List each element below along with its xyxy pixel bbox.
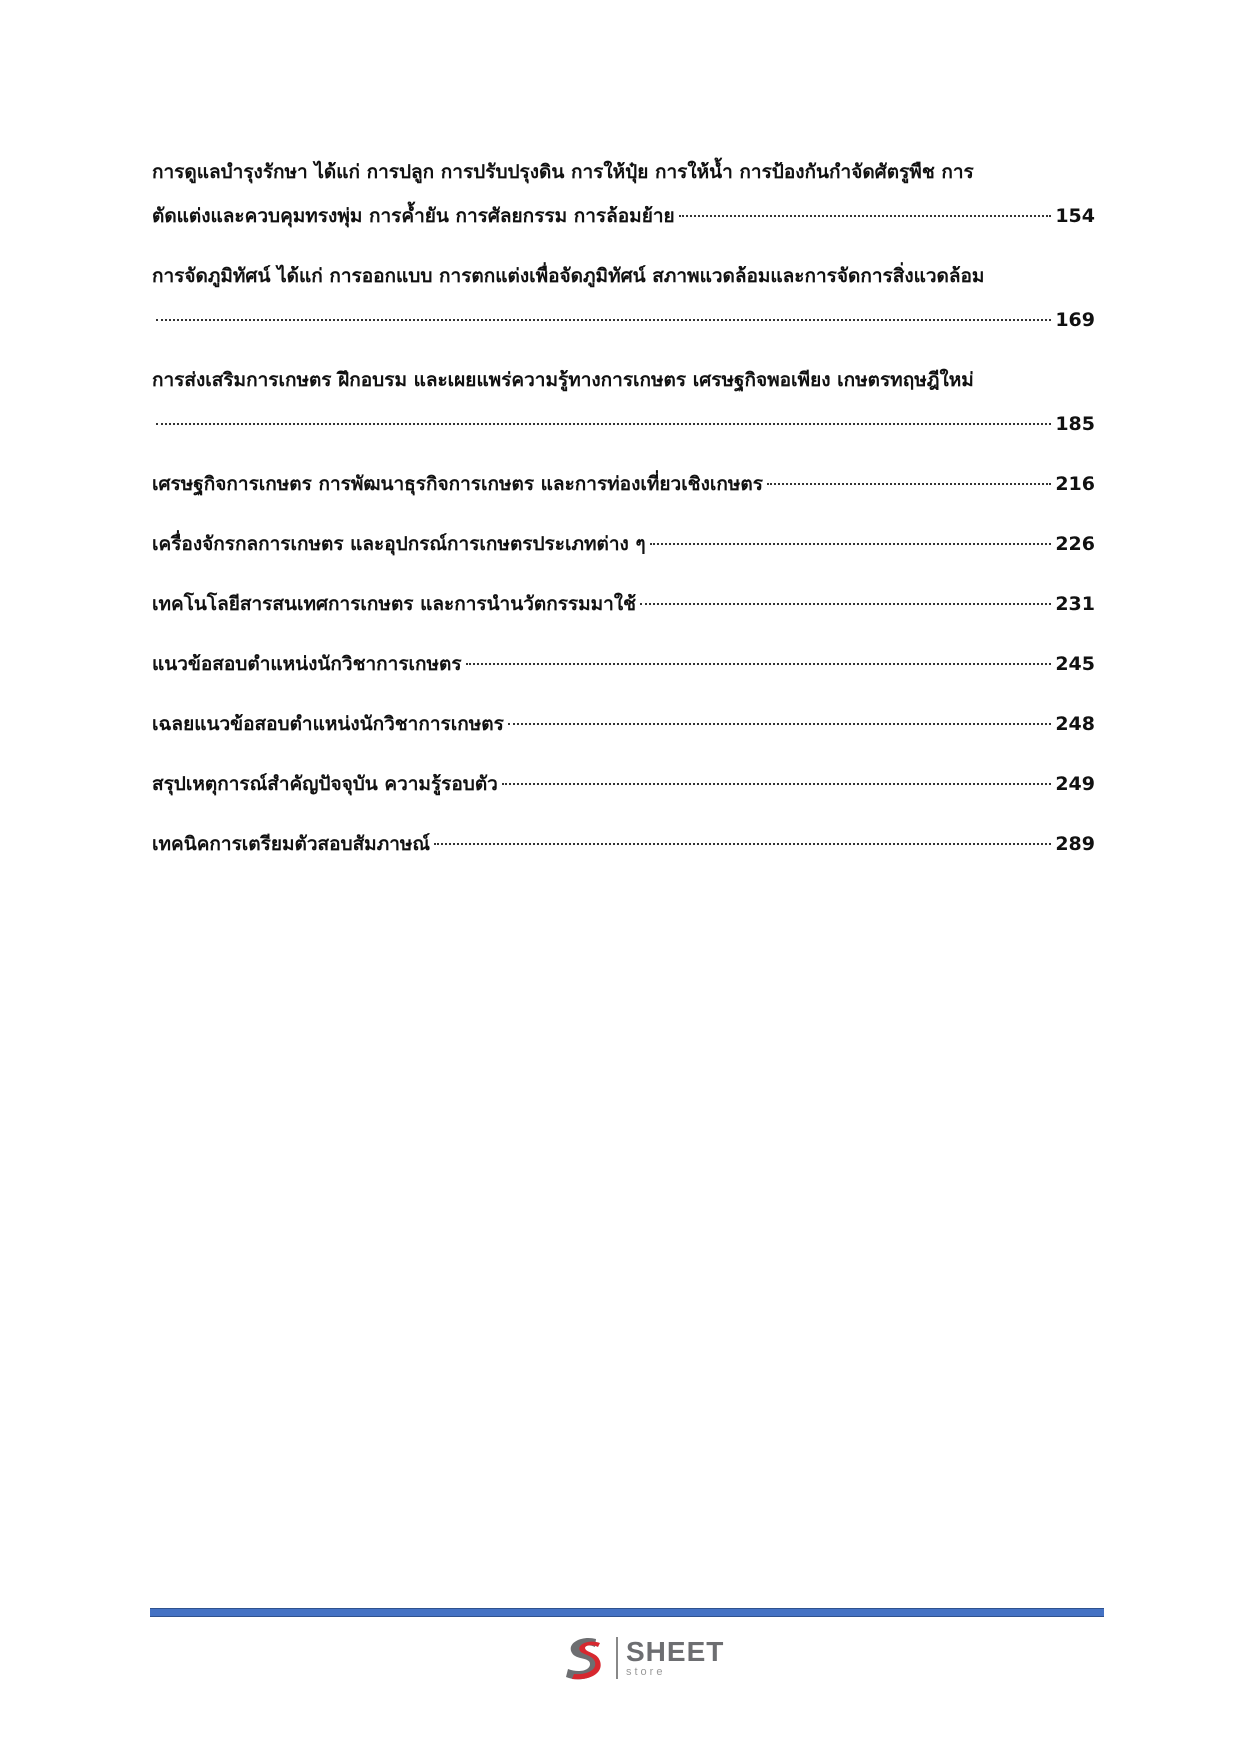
toc-entry-text: ตัดแต่งและควบคุมทรงพุ่ม การค้ำยัน การศัลยกรรม การล้อมย้าย <box>152 205 675 227</box>
toc-entry[interactable] <box>152 150 1095 238</box>
dot-leader <box>640 603 1051 605</box>
toc-page-number: 231 <box>1055 593 1095 615</box>
toc-page-number: 169 <box>1055 309 1095 331</box>
toc-entry[interactable] <box>152 822 1095 866</box>
toc-entry-text: การส่งเสริมการเกษตร ฝึกอบรม และเผยแพร่ความรู้ทางการเกษตร เศรษฐกิจพอเพียง เกษตรทฤษฎีใหม่ <box>152 369 974 391</box>
dot-leader <box>466 663 1052 665</box>
logo-sub: store <box>626 1666 666 1678</box>
dot-leader <box>650 543 1052 545</box>
toc-entry-text: แนวข้อสอบตำแหน่งนักวิชาการเกษตร <box>152 653 462 675</box>
toc-entry-text: เทคโนโลยีสารสนเทศการเกษตร และการนำนวัตกรรมมาใช้ <box>152 593 637 615</box>
toc-entry-text: การดูแลบำรุงรักษา ได้แก่ การปลูก การปรับปรุงดิน การให้ปุ๋ย การให้น้ำ การป้องกันกำจัดศัตรูพืช การ <box>152 161 974 183</box>
toc-entry-text: เศรษฐกิจการเกษตร การพัฒนาธุรกิจการเกษตร และการท่องเที่ยวเชิงเกษตร <box>152 473 763 495</box>
toc-page-number: 185 <box>1055 413 1095 435</box>
toc-entry[interactable] <box>152 702 1095 746</box>
sheet-store-logo <box>560 1632 724 1684</box>
logo-brand: SHEET <box>626 1636 725 1667</box>
toc-entry-leader-row <box>152 402 1095 446</box>
toc-page-number: 248 <box>1055 713 1095 735</box>
toc-entry[interactable] <box>152 582 1095 626</box>
toc-entry-leader-row <box>152 298 1095 342</box>
toc-page-number: 245 <box>1055 653 1095 675</box>
dot-leader <box>156 319 1051 321</box>
toc-entry[interactable] <box>152 522 1095 566</box>
dot-leader <box>156 423 1051 425</box>
dot-leader <box>679 215 1052 217</box>
toc-entry[interactable] <box>152 254 1095 342</box>
footer-divider-bar <box>150 1608 1104 1617</box>
toc-page-number: 249 <box>1055 773 1095 795</box>
toc-entry-text: การจัดภูมิทัศน์ ได้แก่ การออกแบบ การตกแต่งเพื่อจัดภูมิทัศน์ สภาพแวดล้อมและการจัดการสิ่งแวดล้อม <box>152 265 985 287</box>
toc-page-number: 154 <box>1055 205 1095 227</box>
toc-entry-text: เฉลยแนวข้อสอบตำแหน่งนักวิชาการเกษตร <box>152 713 504 735</box>
logo-divider <box>616 1637 618 1679</box>
toc-entry-text: เทคนิคการเตรียมตัวสอบสัมภาษณ์ <box>152 833 431 855</box>
logo-wordmark <box>626 1638 724 1678</box>
toc-entry-text: สรุปเหตุการณ์สำคัญปัจจุบัน ความรู้รอบตัว <box>152 773 498 795</box>
toc-entry[interactable] <box>152 358 1095 446</box>
dot-leader <box>508 723 1052 725</box>
toc-page-number: 226 <box>1055 533 1095 555</box>
dot-leader <box>767 483 1051 485</box>
dot-leader <box>434 843 1051 845</box>
toc-entry-text: เครื่องจักรกลการเกษตร และอุปกรณ์การเกษตรประเภทต่าง ๆ <box>152 533 646 555</box>
toc-page-number: 216 <box>1055 473 1095 495</box>
toc-entry[interactable] <box>152 762 1095 806</box>
toc-entry-leader-row <box>152 194 1095 238</box>
toc-entry[interactable] <box>152 462 1095 506</box>
dot-leader <box>502 783 1051 785</box>
sheet-store-logo-icon <box>560 1633 610 1683</box>
toc-entry[interactable] <box>152 642 1095 686</box>
table-of-contents <box>152 150 1095 882</box>
toc-page-number: 289 <box>1055 833 1095 855</box>
